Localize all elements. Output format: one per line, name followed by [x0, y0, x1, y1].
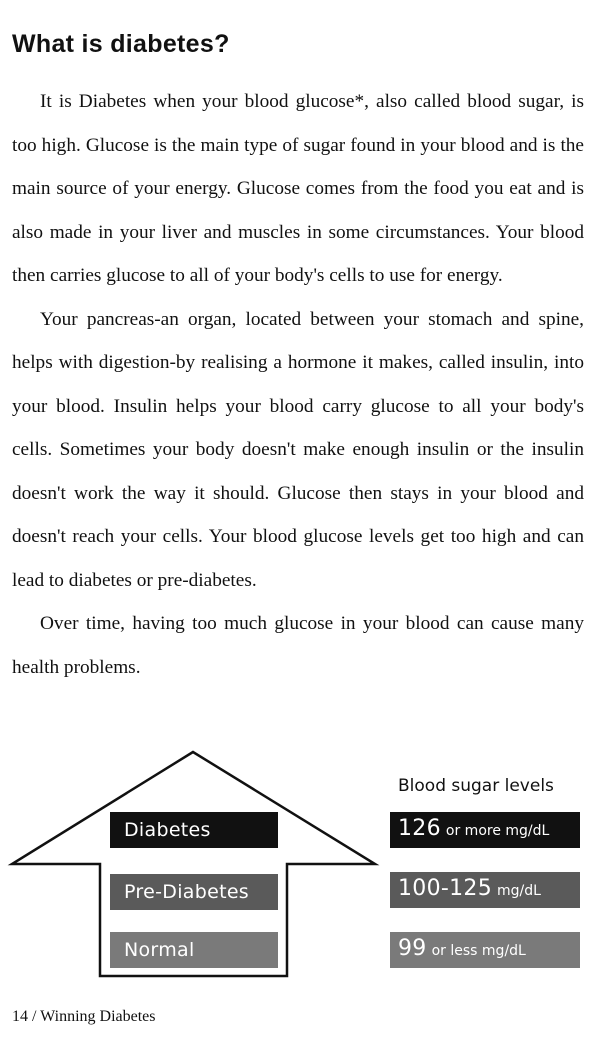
level-label-text: Normal	[124, 939, 195, 961]
paragraph-2: Your pancreas-an organ, located between your stomach and spine, helps with digestion-by realising a hormone it makes, called insulin, into your blood. Insulin helps your blood carry glucose to all your body's cells. Sometimes your body doesn't make enough insulin or the insulin doesn't work the way it should. Glucose then stays in your blood and doesn't reach your cells. Your blood glucose levels get too high and can lead to diabetes or pre-diabetes.	[12, 308, 584, 591]
level-value-unit: or more mg/dL	[445, 823, 550, 839]
level-label-normal	[110, 932, 278, 968]
level-value-normal	[390, 932, 580, 968]
page-footer: 14 / Winning Diabetes	[12, 1008, 156, 1025]
page-heading: What is diabetes?	[12, 30, 230, 58]
paragraph-3: Over time, having too much glucose in your blood can cause many health problems.	[12, 613, 584, 678]
level-value-number: 100-125	[398, 876, 493, 901]
level-value-number: 126	[398, 816, 441, 841]
levels-heading: Blood sugar levels	[398, 776, 554, 796]
level-value-pre-diabetes	[390, 872, 580, 908]
level-value-unit: mg/dL	[497, 883, 541, 899]
level-value-number: 99	[398, 936, 427, 961]
level-label-text: Diabetes	[124, 819, 211, 841]
paragraph-1: It is Diabetes when your blood glucose*, also called blood sugar, is too high. Glucose is the main type of sugar found in your blood and is the main source of your energy. Glucose comes from the food you eat and is also made in your liver and muscles in some circumstances. Your blood then carries glucose to all of your body's cells to use for energy.	[12, 91, 584, 286]
level-label-pre-diabetes	[110, 874, 278, 910]
body-text	[12, 80, 584, 689]
level-value-unit: or less mg/dL	[431, 943, 526, 959]
level-label-text: Pre-Diabetes	[124, 881, 250, 903]
level-value-diabetes	[390, 812, 580, 848]
blood-sugar-diagram	[0, 740, 600, 990]
level-label-diabetes	[110, 812, 278, 848]
